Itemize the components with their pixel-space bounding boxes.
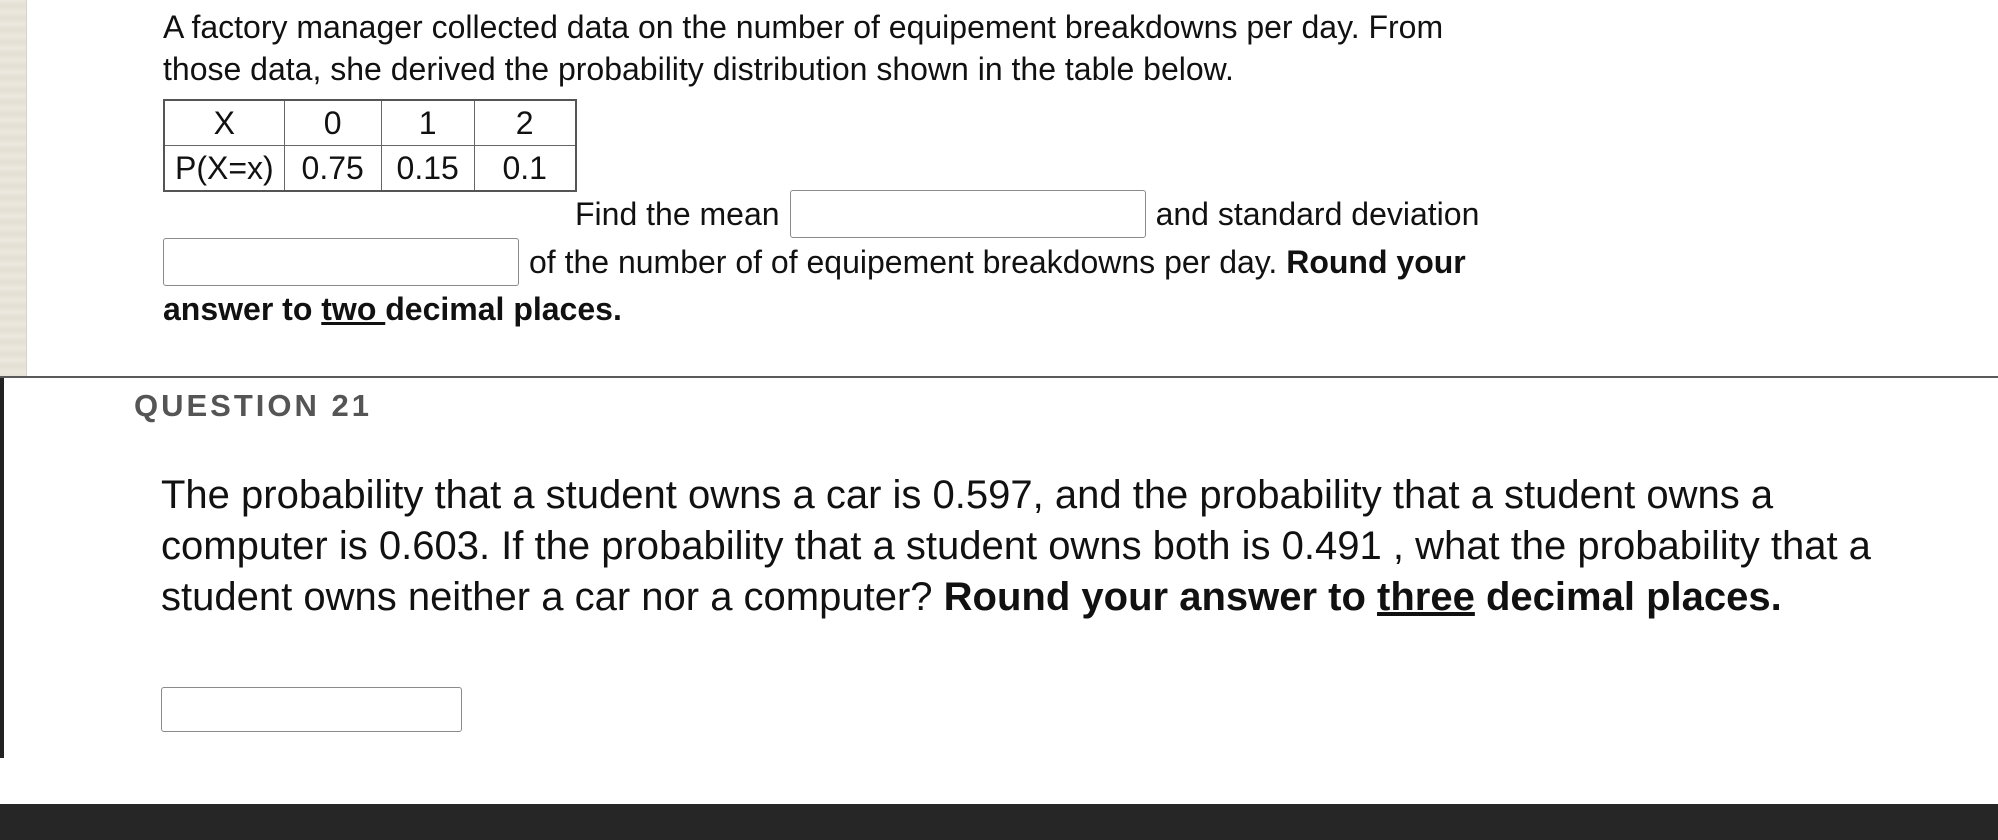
bottom-bar bbox=[0, 804, 1998, 840]
intro-line-2: those data, she derived the probability distribution shown in the table below. bbox=[163, 51, 1234, 87]
question-21-body bbox=[161, 470, 1901, 623]
question-21-answer-input[interactable] bbox=[161, 687, 462, 732]
question-20-body bbox=[163, 6, 1583, 90]
table-cell: X bbox=[164, 100, 284, 146]
intro-line-1: A factory manager collected data on the number of equipement breakdowns per day. From bbox=[163, 9, 1444, 45]
question-divider bbox=[0, 376, 1998, 378]
rounding-two-underlined: two bbox=[321, 291, 386, 327]
question-21-rounding-part-2: decimal places. bbox=[1485, 575, 1782, 619]
rounding-instruction-line bbox=[163, 287, 622, 331]
question-left-strip bbox=[0, 0, 27, 376]
standard-deviation-input[interactable] bbox=[163, 238, 519, 286]
table-cell: P(X=x) bbox=[164, 146, 284, 192]
table-row-probability bbox=[164, 146, 576, 192]
breakdowns-label: of the number of of equipement breakdowns per day. bbox=[529, 244, 1278, 280]
table-cell: 0 bbox=[284, 100, 381, 146]
standard-deviation-label: and standard deviation bbox=[1155, 196, 1480, 232]
rounding-instruction-part-1: Round your bbox=[1286, 244, 1466, 280]
standard-deviation-line bbox=[163, 238, 1466, 286]
table-cell: 0.75 bbox=[284, 146, 381, 192]
question-21-prompt: The probability that a student owns a car is 0.597, and the probability that a student owns a computer is 0.603. If the probability that a student owns both is 0.491 , what the probability that a student owns neither a car nor a computer? bbox=[161, 473, 1871, 619]
question-21-header: QUESTION 21 bbox=[134, 388, 372, 423]
rounding-instruction-part-3: decimal places. bbox=[385, 291, 622, 327]
lower-left-border bbox=[0, 378, 4, 758]
question-21-rounding-part-1: Round your answer to bbox=[943, 575, 1366, 619]
table-row-x bbox=[164, 100, 576, 146]
rounding-instruction-part-2: answer to bbox=[163, 291, 313, 327]
table-cell: 0.1 bbox=[474, 146, 576, 192]
mean-input[interactable] bbox=[790, 190, 1146, 238]
find-mean-label: Find the mean bbox=[575, 196, 780, 232]
table-cell: 2 bbox=[474, 100, 576, 146]
find-mean-line bbox=[575, 190, 1479, 238]
probability-distribution-table bbox=[163, 99, 577, 192]
table-cell: 0.15 bbox=[381, 146, 474, 192]
question-21-text bbox=[161, 470, 1901, 623]
question-21-rounding-three-underlined: three bbox=[1377, 575, 1475, 619]
question-20-intro bbox=[163, 6, 1583, 90]
table-cell: 1 bbox=[381, 100, 474, 146]
